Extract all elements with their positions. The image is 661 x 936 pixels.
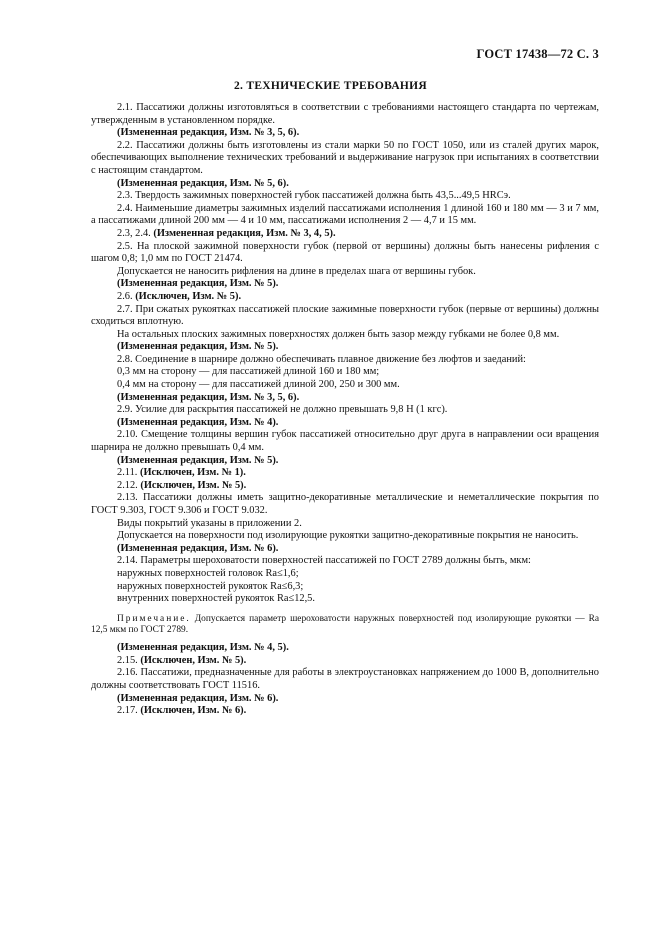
note-label: Примечание. (117, 613, 191, 624)
amendment-note (91, 127, 599, 140)
paragraph-2-13-continued: Виды покрытий указаны в приложении 2. (117, 517, 302, 529)
paragraph-2-10: 2.10. Смещение толщины вершин губок пассатижей относительно друг друга в направлении оси вращения шарнира не должно превышать 0,4 мм. (91, 429, 599, 454)
paragraph-2-12 (91, 480, 599, 493)
paragraph-2-9: 2.9. Усилие для раскрытия пассатижей не должно превышать 9,8 Н (1 кгс). (117, 404, 448, 416)
paragraph-number: 2.3, 2.4. (117, 227, 151, 239)
list-item: 0,4 мм на сторону — для пассатижей длиной 200, 250 и 300 мм. (117, 379, 400, 391)
section-title: 2. ТЕХНИЧЕСКИЕ ТРЕБОВАНИЯ (233, 80, 428, 92)
paragraph-2-1: 2.1. Пассатижи должны изготовляться в соответствии с требованиями настоящего стандарта по чертежам, утвержденным в установленном порядке. (91, 102, 599, 126)
paragraph-2-8: 2.8. Соединение в шарнире должно обеспечивать плавное движение без люфтов и заеданий: (117, 353, 526, 365)
amendment-note (91, 543, 599, 556)
amendment-note (91, 417, 599, 430)
paragraph-2-4: 2.4. Наименьшие диаметры зажимных изделий пассатижами исполнения 1 длиной 160 и 180 мм — 3 и 7 мм, а пассатижами длиной 200 мм — 4 и 10 мм, пассатижами исполнения 2 — 4,7 и 15 мм. (91, 202, 599, 227)
amendment-note (91, 693, 599, 706)
amendment-text: (Измененная редакция, Изм. № 5). (117, 278, 279, 290)
paragraph-2-2: 2.2. Пассатижи должны быть изготовлены из стали марки 50 по ГОСТ 1050, или из сталей других марок, обеспечивающих выполнение технических требований и выдерживание нагрузок при испытаниях в соответствии с настоящим стандартом. (91, 139, 599, 176)
amendment-note (91, 392, 599, 405)
paragraph-2-11 (91, 467, 599, 480)
paragraph-2-17 (91, 705, 599, 718)
document-body (91, 102, 599, 718)
paragraph-2-13: 2.13. Пассатижи должны иметь защитно-декоративные металлические и неметаллические покрытия по ГОСТ 9.303, ГОСТ 9.306 и ГОСТ 9.032. (91, 492, 599, 516)
amendment-text: (Измененная редакция, Изм. № 3, 5, 6). (117, 127, 300, 139)
paragraph-number: 2.12. (117, 479, 138, 491)
paragraph-2-15 (91, 655, 599, 668)
paragraph-2-5-continued: Допускается не наносить рифления на длине в пределах шага от вершины губок. (117, 265, 476, 277)
amendment-text: (Измененная редакция, Изм. № 4). (117, 416, 279, 428)
paragraph-2-6 (91, 291, 599, 304)
amendment-note (91, 455, 599, 468)
amendment-text: (Измененная редакция, Изм. № 5). (117, 454, 279, 466)
amendment-text: (Исключен, Изм. № 5). (135, 290, 242, 302)
amendment-text: (Измененная редакция, Изм. № 6). (117, 692, 279, 704)
paragraph-number: 2.15. (117, 654, 138, 666)
amendment-text: (Измененная редакция, Изм. № 3, 4, 5). (153, 227, 336, 239)
amendment-text: (Измененная редакция, Изм. № 3, 5, 6). (117, 391, 300, 403)
amendment-note (91, 228, 599, 241)
list-item: наружных поверхностей рукояток Ra≤6,3; (117, 580, 304, 592)
paragraph-number: 2.11. (117, 467, 138, 479)
list-item: 0,3 мм на сторону — для пассатижей длиной 160 и 180 мм; (117, 366, 380, 378)
amendment-note (91, 642, 599, 655)
amendment-text: (Исключен, Изм. № 1). (140, 467, 246, 479)
amendment-text: (Измененная редакция, Изм. № 6). (117, 542, 279, 554)
amendment-note (91, 341, 599, 354)
amendment-note (91, 178, 599, 191)
amendment-text: (Исключен, Изм. № 5). (140, 479, 247, 491)
amendment-text: (Исключен, Изм. № 6). (140, 705, 247, 717)
amendment-text: (Измененная редакция, Изм. № 5, 6). (117, 177, 289, 189)
paragraph-2-14: 2.14. Параметры шероховатости поверхностей пассатижей по ГОСТ 2789 должны быть, мкм: (117, 555, 531, 567)
note-text: Допускается параметр шероховатости наружных поверхностей под изолирующие рукоятки — Ra 12,5 мкм по ГОСТ 2789. (91, 613, 600, 635)
paragraph-2-3: 2.3. Твердость зажимных поверхностей губок пассатижей должна быть 43,5...49,5 HRCэ. (117, 190, 511, 202)
page-header: ГОСТ 17438—72 С. 3 (476, 47, 599, 61)
paragraph-2-13-continued: Допускается на поверхности под изолирующие рукоятки защитно-декоративные покрытия не наносить. (117, 530, 579, 542)
paragraph-2-7-continued: На остальных плоских зажимных поверхностях должен быть зазор между губками не более 0,8 мм. (117, 328, 560, 340)
paragraph-2-5: 2.5. На плоской зажимной поверхности губок (первой от вершины) должны быть нанесены рифления с шагом 0,8; 1,0 мм по ГОСТ 21474. (91, 240, 599, 265)
list-item: внутренних поверхностей рукояток Ra≤12,5. (117, 593, 315, 605)
list-item: наружных поверхностей головок Ra≤1,6; (117, 567, 299, 579)
paragraph-2-16: 2.16. Пассатижи, предназначенные для работы в электроустановках напряжением до 1000 В, дополнительно должны соответствовать ГОСТ 11516. (91, 667, 599, 691)
note (91, 614, 599, 636)
amendment-text: (Измененная редакция, Изм. № 5). (117, 341, 279, 353)
amendment-note (91, 278, 599, 291)
amendment-text: (Измененная редакция, Изм. № 4, 5). (117, 642, 289, 654)
amendment-text: (Исключен, Изм. № 5). (140, 654, 247, 666)
paragraph-number: 2.17. (117, 705, 138, 717)
paragraph-2-7: 2.7. При сжатых рукоятках пассатижей плоские зажимные поверхности губок (первые от вершины) должны сходиться вплотную. (91, 303, 599, 328)
paragraph-number: 2.6. (117, 290, 133, 302)
